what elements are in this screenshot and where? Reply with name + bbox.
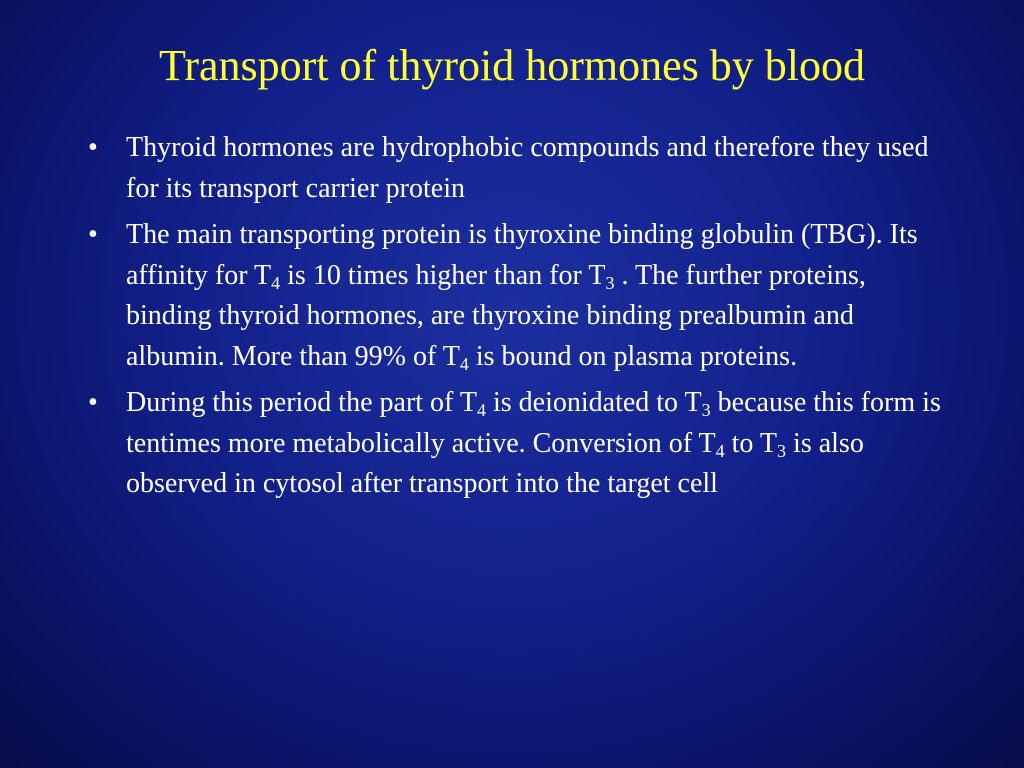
bullet-marker: • xyxy=(88,219,98,250)
text-run: to T xyxy=(724,427,778,459)
text-run: is also observed in cytosol after transport into the target cell xyxy=(126,427,864,499)
text-run: is deionidated to T xyxy=(485,387,702,418)
subscript: 3 xyxy=(777,440,787,461)
subscript: 4 xyxy=(271,272,281,293)
bullet-list xyxy=(88,128,948,511)
bullet-text xyxy=(126,219,918,372)
text-run: During this period the part of T xyxy=(126,387,477,418)
bullet-item-3 xyxy=(88,383,948,505)
subscript: 3 xyxy=(701,400,711,420)
subscript: 3 xyxy=(605,272,615,293)
bullet-text xyxy=(126,132,928,204)
text-run: is bound on plasma proteins. xyxy=(468,340,798,372)
subscript: 4 xyxy=(459,353,469,374)
subscript: 4 xyxy=(715,440,725,461)
subscript: 4 xyxy=(476,400,486,420)
text-run: because this form is tentimes more metabolically active. Conversion of T xyxy=(126,387,941,459)
bullet-text xyxy=(126,387,941,499)
bullet-item-1 xyxy=(88,128,948,209)
text-run: The main transporting protein is thyroxine binding globulin (TBG). Its affinity for T xyxy=(126,219,918,291)
bullet-marker: • xyxy=(88,132,98,163)
bullet-item-2 xyxy=(88,215,948,377)
slide-title: Transport of thyroid hormones by blood xyxy=(158,41,866,90)
text-run: is 10 times higher than for T xyxy=(280,259,606,291)
bullet-marker: • xyxy=(88,387,98,418)
text-run: Thyroid hormones are hydrophobic compounds and therefore they used for its transport carrier protein xyxy=(126,132,929,204)
text-run: . The further proteins, binding thyroid hormones, are thyroxine binding prealbumin and albumin. More than 99% of T xyxy=(126,259,866,372)
